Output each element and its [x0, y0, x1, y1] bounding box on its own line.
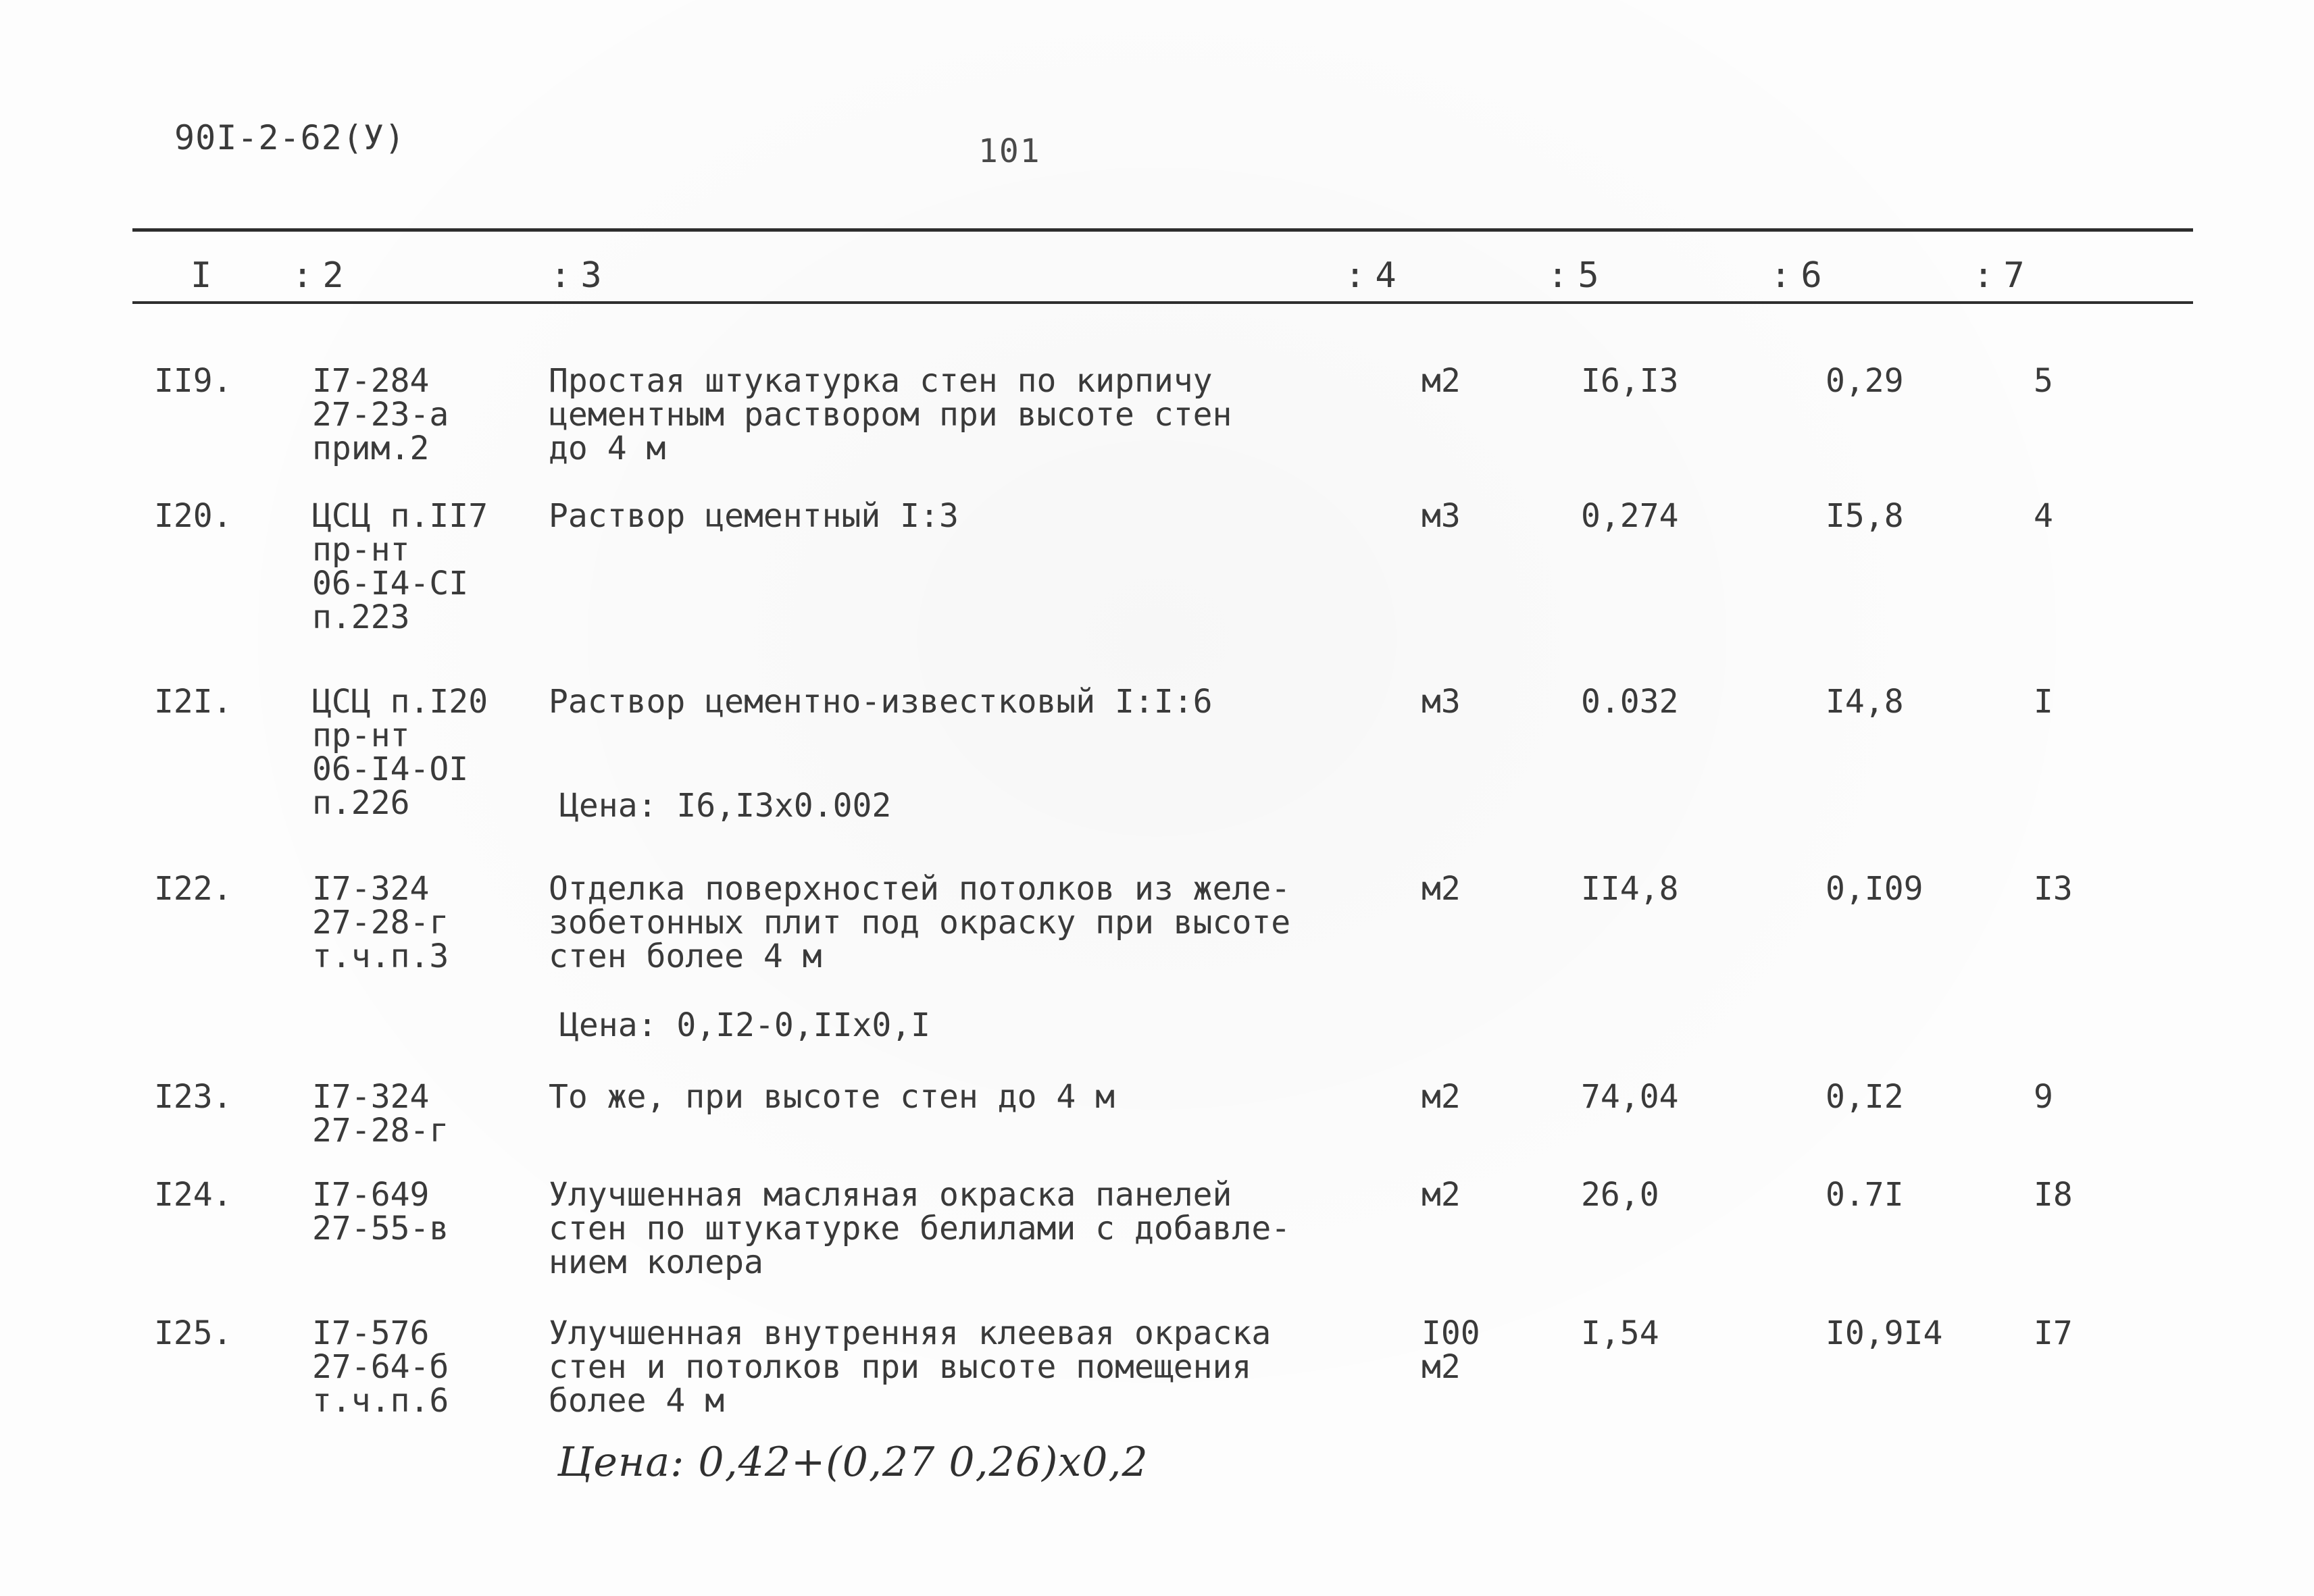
row-total: 4 — [2034, 497, 2053, 535]
row-price: 0,29 — [1826, 362, 1904, 400]
page-number: 101 — [978, 132, 1041, 170]
row-unit: м2 — [1422, 362, 1461, 400]
row-total: I3 — [2034, 870, 2073, 908]
row-quantity: 0,274 — [1581, 497, 1679, 535]
row-description: Улучшенная внутренняя клеевая окраска стен и потолков при высоте помещения более 4 м — [549, 1314, 1272, 1420]
row-unit: I00 м2 — [1422, 1314, 1480, 1386]
row-price: I4,8 — [1826, 683, 1904, 721]
row-total: 9 — [2034, 1078, 2053, 1116]
row-number: I25. — [154, 1314, 232, 1352]
row-total: I — [2034, 683, 2053, 721]
row-quantity: I,54 — [1581, 1314, 1659, 1352]
row-number: I20. — [154, 497, 232, 535]
row-description: Простая штукатурка стен по кирпичу цементным раствором при высоте стен до 4 м — [549, 362, 1232, 467]
row-description: Улучшенная масляная окраска панелей стен по штукатурке белилами с добавле- нием колера — [549, 1176, 1291, 1281]
column-header-4: : 4 — [1344, 255, 1397, 296]
row-number: II9. — [154, 362, 232, 400]
row-quantity: II4,8 — [1581, 870, 1679, 908]
row-total: I8 — [2034, 1176, 2073, 1214]
row-unit: м2 — [1422, 870, 1461, 908]
handwritten-price-note: Цена: 0,42+(0,27 0,26)x0,2 — [557, 1439, 1149, 1486]
row-code: I7-576 27-64-б т.ч.п.6 — [312, 1314, 449, 1420]
column-header-6: : 6 — [1770, 255, 1822, 296]
row-number: I23. — [154, 1078, 232, 1116]
row-price-note: Цена: 0,I2-0,IIx0,I — [559, 1006, 931, 1044]
row-number: I2I. — [154, 683, 232, 721]
table-top-rule — [132, 228, 2193, 232]
row-code: I7-284 27-23-а прим.2 — [312, 362, 449, 467]
column-header-2: : 2 — [292, 255, 344, 296]
row-quantity: 0.032 — [1581, 683, 1679, 721]
table-header-rule — [132, 301, 2193, 304]
row-quantity: 74,04 — [1581, 1078, 1679, 1116]
row-code: I7-649 27-55-в — [312, 1176, 449, 1247]
row-code: ЦСЦ п.II7 пр-нт 06-I4-CI п.223 — [312, 497, 488, 636]
column-header-3: : 3 — [550, 255, 602, 296]
row-unit: м3 — [1422, 683, 1461, 721]
row-code: I7-324 27-28-г т.ч.п.3 — [312, 870, 449, 975]
row-total: I7 — [2034, 1314, 2073, 1352]
row-total: 5 — [2034, 362, 2053, 400]
row-description: Раствор цементный I:3 — [549, 497, 959, 535]
row-price: I5,8 — [1826, 497, 1904, 535]
row-price: 0,I2 — [1826, 1078, 1904, 1116]
row-unit: м2 — [1422, 1078, 1461, 1116]
row-description: То же, при высоте стен до 4 м — [549, 1078, 1115, 1116]
row-quantity: I6,I3 — [1581, 362, 1679, 400]
row-code: ЦСЦ п.I20 пр-нт 06-I4-OI п.226 — [312, 683, 488, 822]
row-price: 0,I09 — [1826, 870, 1923, 908]
column-header-1: I — [191, 255, 212, 296]
row-quantity: 26,0 — [1581, 1176, 1659, 1214]
row-description: Отделка поверхностей потолков из желе- зобетонных плит под окраску при высоте стен более 4 м — [549, 870, 1291, 975]
row-price: I0,9I4 — [1826, 1314, 1943, 1352]
row-number: I24. — [154, 1176, 232, 1214]
column-header-7: : 7 — [1973, 255, 2025, 296]
row-description: Раствор цементно-известковый I:I:6 — [549, 683, 1213, 721]
row-number: I22. — [154, 870, 232, 908]
column-header-5: : 5 — [1547, 255, 1599, 296]
row-unit: м3 — [1422, 497, 1461, 535]
row-price-note: Цена: I6,I3x0.002 — [559, 787, 892, 825]
row-unit: м2 — [1422, 1176, 1461, 1214]
document-code: 90I-2-62(У) — [174, 118, 406, 157]
row-price: 0.7I — [1826, 1176, 1904, 1214]
row-code: I7-324 27-28-г — [312, 1078, 449, 1150]
